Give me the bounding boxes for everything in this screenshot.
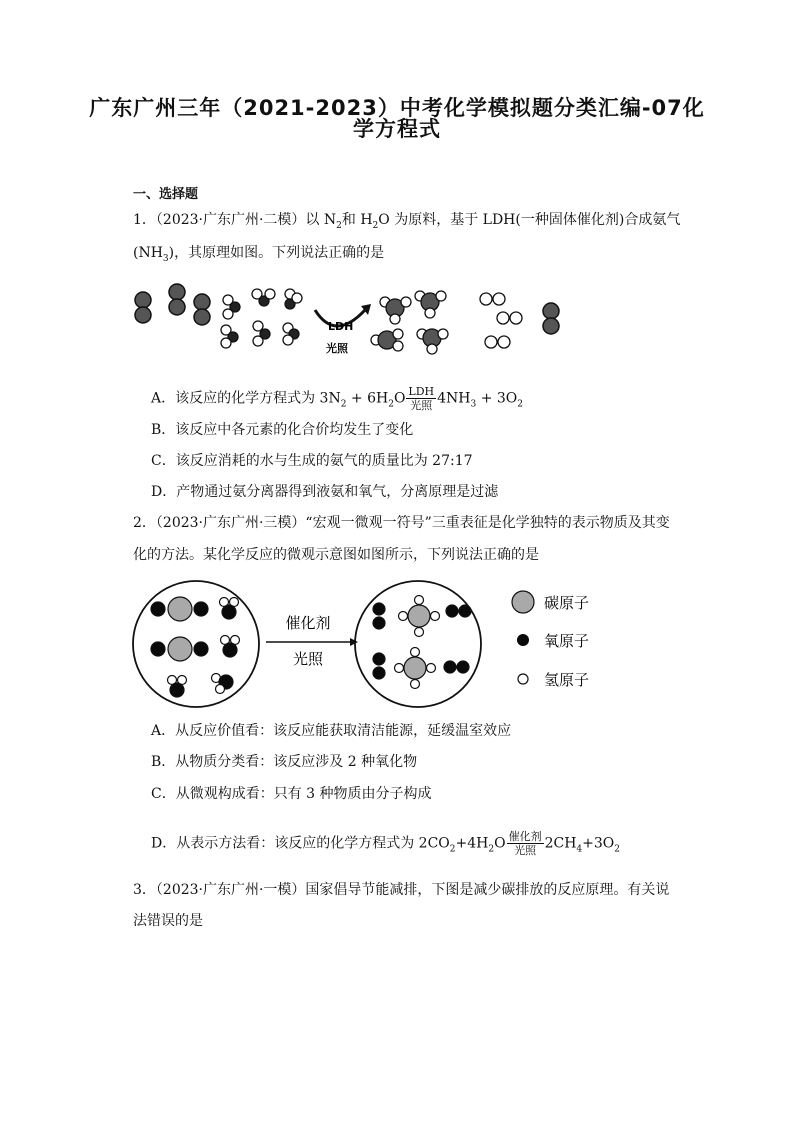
q1-option-c[interactable]: C．该反应消耗的水与生成的氨气的质量比为 27:17 xyxy=(151,453,473,469)
q1-stem-line2: $(NH_3)$，其原理如图。下列说法正确的是 xyxy=(133,245,385,264)
legend-oxygen-label: 氧原子 xyxy=(544,632,590,650)
q2-stem-line1: 2．（2023·广东广州·三模）“宏观一微观一符号”三重表征是化学独特的表示物质及其变 xyxy=(133,515,670,531)
q3-stem-line2: 法错误的是 xyxy=(133,913,203,929)
q2-stem-line2: 化的方法。某化学反应的微观示意图如图所示，下列说法正确的是 xyxy=(133,547,539,563)
doc-title-line1: 广东广州三年（2021-2023）中考化学模拟题分类汇编-07化 xyxy=(89,96,705,120)
q1-stem-line1: 1．（2023·广东广州·二模）以 $N_2$和 $H_2O$ 为原料，基于 LDH(一种固体催化剂)合成氨气 xyxy=(133,212,681,231)
q1-figure xyxy=(130,280,570,360)
q1-option-a[interactable]: A．该反应的化学方程式为 $3N_2 + 6H_2O$ $\frac{\text{LDH}}{\text{光照}}$ $4NH_3 + 3O_2$ xyxy=(151,385,523,412)
legend-hydrogen-label: 氢原子 xyxy=(544,671,590,689)
q2-figure xyxy=(128,574,608,714)
legend-oxygen-swatch xyxy=(517,634,529,646)
q1-catalyst-label: LDH xyxy=(328,320,354,333)
q2-condition-label: 光照 xyxy=(292,650,324,668)
legend-carbon-swatch xyxy=(512,591,534,613)
q1-condition-label: 光照 xyxy=(326,342,348,355)
q2-option-c[interactable]: C．从微观构成看：只有 3 种物质由分子构成 xyxy=(151,786,432,802)
q3-stem-line1: 3．（2023·广东广州·一模）国家倡导节能减排，下图是减少碳排放的反应原理。有关说 xyxy=(133,882,670,898)
legend-hydrogen-swatch xyxy=(518,674,528,684)
q1-equation-condition: $\frac{\text{LDH}}{\text{光照}}$ xyxy=(408,385,435,412)
legend-carbon-label: 碳原子 xyxy=(544,594,590,612)
q2-option-d[interactable]: D．从表示方法看：该反应的化学方程式为 $2CO_2+4H_2O$ $\frac{\text{催化剂}}{\text{光照}}$ $2CH_4+3O_2$ xyxy=(151,830,621,857)
section-heading: 一、选择题 xyxy=(133,187,199,202)
q1-option-d[interactable]: D．产物通过氨分离器得到液氨和氧气，分离原理是过滤 xyxy=(151,484,499,500)
q1-option-b[interactable]: B．该反应中各元素的化合价均发生了变化 xyxy=(151,422,414,438)
q2-equation-condition: $\frac{\text{催化剂}}{\text{光照}}$ xyxy=(508,830,542,857)
q2-option-b[interactable]: B．从物质分类看：该反应涉及 2 种氧化物 xyxy=(151,754,418,770)
q2-option-a[interactable]: A．从反应价值看：该反应能获取清洁能源，延缓温室效应 xyxy=(151,723,512,739)
q2-catalyst-label: 催化剂 xyxy=(285,614,331,632)
doc-title-line2: 学方程式 xyxy=(353,117,441,141)
